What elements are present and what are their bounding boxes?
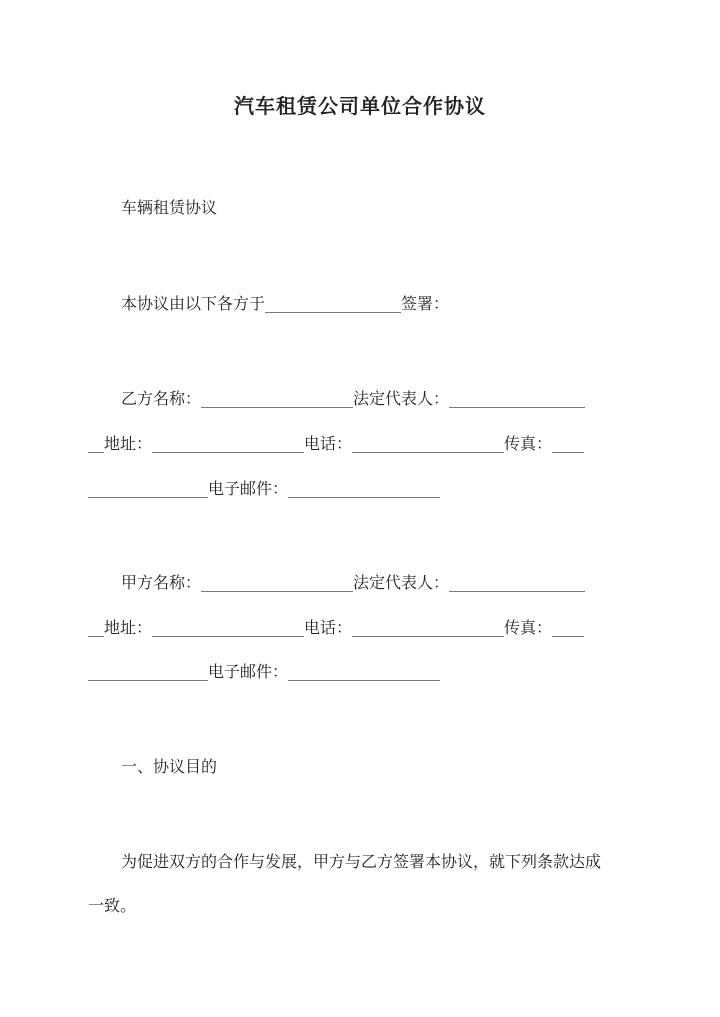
section-1-paragraph-line-1: 为促进双方的合作与发展，甲方与乙方签署本协议，就下列条款达成 [121,852,602,871]
party-b-name-line: 乙方名称：___________________法定代表人：_________________ [121,389,586,408]
party-a-name-line: 甲方名称：___________________法定代表人：_________________ [121,573,586,592]
section-1-heading: 一、协议目的 [121,757,218,776]
section-1-paragraph-line-2: 一致。 [88,896,137,915]
party-b-email-line: _______________电子邮件：___________________ [88,479,441,498]
party-a-address-line: __地址：___________________电话：___________________传真：____ [88,618,585,637]
party-b-address-line: __地址：___________________电话：___________________传真：____ [88,434,585,453]
document-title: 汽车租赁公司单位合作协议 [234,94,486,118]
signing-intro: 本协议由以下各方于_________________签署： [121,294,450,313]
party-a-email-line: _______________电子邮件：___________________ [88,662,441,681]
agreement-subtitle: 车辆租赁协议 [121,198,218,217]
